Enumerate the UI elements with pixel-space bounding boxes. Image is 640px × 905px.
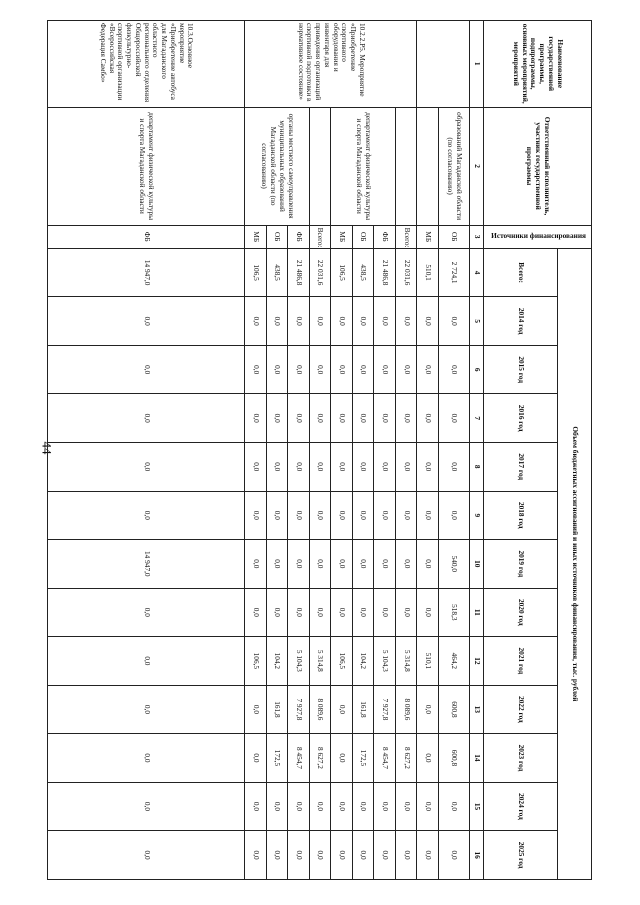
cell-value: 0,0: [374, 782, 396, 831]
cell-value: 0,0: [288, 345, 310, 394]
header-executor: Ответственный исполнитель, участник государственной программы: [484, 107, 592, 225]
cell-source: ФБ: [288, 225, 310, 248]
cell-name: 10.3.Основное мероприятие «Приобретение автобуса для Магаданского областного регионального отделения Общероссийской физкультурно-спортивной организации «Всероссийская Федерация Самбо»: [48, 21, 245, 108]
cell-value: 21 486,8: [288, 248, 310, 297]
cell-source: МБ: [417, 225, 439, 248]
cell-value: 0,0: [288, 297, 310, 346]
cell-value: 0,0: [331, 782, 353, 831]
cell-value: 0,0: [417, 540, 439, 589]
cell-value: 0,0: [395, 588, 417, 637]
cell-value: 7 927,8: [374, 685, 396, 734]
cell-value: 0,0: [352, 297, 374, 346]
cell-value: 0,0: [352, 831, 374, 880]
cell-value: 0,0: [245, 491, 267, 540]
cell-executor: органы местного самоуправления муниципальных образований Магаданской области (по согласованию): [245, 107, 310, 225]
col-number: 11: [470, 588, 484, 637]
cell-value: 0,0: [266, 491, 288, 540]
cell-value: 0,0: [48, 297, 245, 346]
col-number: 5: [470, 297, 484, 346]
financing-table: [47, 20, 592, 880]
cell-value: 8 454,7: [288, 734, 310, 783]
table-row: [288, 21, 310, 880]
cell-value: 0,0: [245, 297, 267, 346]
cell-value: 0,0: [352, 345, 374, 394]
cell-value: 0,0: [438, 297, 469, 346]
cell-value: 0,0: [266, 588, 288, 637]
cell-value: 0,0: [48, 637, 245, 686]
col-number: 14: [470, 734, 484, 783]
cell-value: 0,0: [288, 831, 310, 880]
cell-value: 0,0: [417, 297, 439, 346]
col-number: 3: [470, 225, 484, 248]
cell-value: 0,0: [48, 442, 245, 491]
cell-executor: [309, 107, 331, 225]
cell-value: 600,8: [438, 685, 469, 734]
table-row: [48, 21, 245, 880]
cell-value: 600,8: [438, 734, 469, 783]
cell-value: 0,0: [245, 685, 267, 734]
cell-value: 0,0: [48, 394, 245, 443]
col-number: 7: [470, 394, 484, 443]
cell-value: 106,5: [331, 637, 353, 686]
cell-source: ФБ: [48, 225, 245, 248]
cell-value: 0,0: [331, 491, 353, 540]
cell-value: 0,0: [266, 345, 288, 394]
cell-value: 0,0: [374, 588, 396, 637]
header-year: 2021 год: [484, 637, 558, 686]
table-row: [417, 21, 439, 880]
cell-executor: [417, 107, 439, 225]
col-number: 10: [470, 540, 484, 589]
cell-name: [417, 21, 470, 108]
cell-value: 8 627,2: [309, 734, 331, 783]
cell-value: 0,0: [331, 442, 353, 491]
cell-value: 0,0: [438, 442, 469, 491]
cell-value: 5 104,3: [288, 637, 310, 686]
col-number: 4: [470, 248, 484, 297]
header-year: 2023 год: [484, 734, 558, 783]
header-year: 2016 год: [484, 394, 558, 443]
cell-value: 0,0: [438, 782, 469, 831]
cell-value: 0,0: [417, 491, 439, 540]
cell-value: 0,0: [417, 345, 439, 394]
cell-value: 104,2: [266, 637, 288, 686]
cell-value: 5 104,3: [374, 637, 396, 686]
header-year: 2020 год: [484, 588, 558, 637]
cell-value: 0,0: [395, 394, 417, 443]
column-numbers-row: [470, 21, 484, 880]
cell-executor: департамент физической культуры и спорта Магаданской области: [331, 107, 396, 225]
header-year: 2019 год: [484, 540, 558, 589]
cell-value: 0,0: [374, 345, 396, 394]
header-year: 2015 год: [484, 345, 558, 394]
cell-value: 0,0: [309, 345, 331, 394]
cell-value: 0,0: [331, 734, 353, 783]
cell-value: 0,0: [395, 345, 417, 394]
cell-value: 0,0: [266, 297, 288, 346]
cell-executor: образований Магаданской области (по согласованию): [438, 107, 469, 225]
cell-value: 0,0: [48, 734, 245, 783]
cell-value: 464,2: [438, 637, 469, 686]
cell-value: 0,0: [309, 540, 331, 589]
cell-executor: департамент физической культуры и спорта Магаданской области: [48, 107, 245, 225]
table-row: [374, 21, 396, 880]
cell-value: 0,0: [245, 782, 267, 831]
cell-value: 161,8: [352, 685, 374, 734]
cell-value: 106,5: [245, 637, 267, 686]
col-number: 6: [470, 345, 484, 394]
table-row: [395, 21, 417, 880]
cell-source: ФБ: [374, 225, 396, 248]
cell-value: 8 627,2: [395, 734, 417, 783]
cell-value: 0,0: [245, 442, 267, 491]
header-year: 2018 год: [484, 491, 558, 540]
cell-value: 0,0: [417, 394, 439, 443]
cell-value: 0,0: [245, 394, 267, 443]
cell-value: 0,0: [266, 782, 288, 831]
cell-value: 0,0: [417, 442, 439, 491]
header-year: 2014 год: [484, 297, 558, 346]
cell-value: 0,0: [288, 782, 310, 831]
cell-value: 0,0: [245, 345, 267, 394]
col-number: 15: [470, 782, 484, 831]
cell-value: 0,0: [48, 685, 245, 734]
cell-value: 518,3: [438, 588, 469, 637]
cell-value: 0,0: [288, 540, 310, 589]
cell-value: 0,0: [266, 831, 288, 880]
cell-value: 0,0: [48, 491, 245, 540]
cell-value: 0,0: [288, 394, 310, 443]
col-number: 9: [470, 491, 484, 540]
cell-value: 14 947,0: [48, 248, 245, 297]
cell-value: 0,0: [395, 782, 417, 831]
cell-value: 0,0: [309, 394, 331, 443]
cell-value: 0,0: [266, 442, 288, 491]
cell-value: 0,0: [266, 394, 288, 443]
cell-value: 0,0: [309, 491, 331, 540]
cell-value: 0,0: [245, 588, 267, 637]
cell-value: 0,0: [417, 685, 439, 734]
cell-source: Всего:: [309, 225, 331, 248]
header-year: 2024 год: [484, 782, 558, 831]
header-total: Всего:: [484, 248, 558, 297]
cell-value: 0,0: [245, 734, 267, 783]
col-number: 1: [470, 21, 484, 108]
cell-value: 510,1: [417, 248, 439, 297]
cell-value: 0,0: [395, 297, 417, 346]
col-number: 8: [470, 442, 484, 491]
cell-value: 0,0: [438, 831, 469, 880]
cell-value: 540,0: [438, 540, 469, 589]
cell-value: 0,0: [417, 588, 439, 637]
cell-value: 0,0: [245, 540, 267, 589]
cell-value: 0,0: [395, 442, 417, 491]
cell-value: 0,0: [288, 442, 310, 491]
cell-value: 0,0: [331, 394, 353, 443]
cell-value: 8 089,6: [395, 685, 417, 734]
cell-value: 5 314,8: [309, 637, 331, 686]
cell-value: 0,0: [352, 442, 374, 491]
cell-value: 0,0: [309, 297, 331, 346]
header-year: 2022 год: [484, 685, 558, 734]
cell-value: 22 031,6: [309, 248, 331, 297]
cell-value: 0,0: [309, 782, 331, 831]
cell-value: 7 927,8: [288, 685, 310, 734]
col-number: 2: [470, 107, 484, 225]
cell-value: 0,0: [48, 782, 245, 831]
cell-value: 14 947,0: [48, 540, 245, 589]
cell-value: 0,0: [352, 491, 374, 540]
cell-value: 172,5: [352, 734, 374, 783]
cell-value: 104,2: [352, 637, 374, 686]
cell-value: 0,0: [395, 831, 417, 880]
cell-value: 0,0: [48, 345, 245, 394]
cell-value: 0,0: [245, 831, 267, 880]
col-number: 13: [470, 685, 484, 734]
cell-value: 161,8: [266, 685, 288, 734]
cell-name: 10.2.2.Р5. Мероприятие «Приобретение спортивного оборудования и инвентаря для приведения организаций спортивной подготовки в нормативное состояние»: [245, 21, 417, 108]
header-year: 2017 год: [484, 442, 558, 491]
cell-value: 0,0: [288, 588, 310, 637]
cell-value: 0,0: [331, 345, 353, 394]
cell-value: 0,0: [438, 394, 469, 443]
cell-value: 172,5: [266, 734, 288, 783]
cell-value: 5 314,8: [395, 637, 417, 686]
col-number: 16: [470, 831, 484, 880]
cell-value: 0,0: [266, 540, 288, 589]
cell-value: 21 486,8: [374, 248, 396, 297]
cell-source: ОБ: [438, 225, 469, 248]
cell-value: 2 724,1: [438, 248, 469, 297]
cell-value: 0,0: [374, 297, 396, 346]
cell-value: 0,0: [288, 491, 310, 540]
cell-value: 0,0: [352, 782, 374, 831]
cell-value: 0,0: [309, 588, 331, 637]
cell-value: 8 089,6: [309, 685, 331, 734]
cell-value: 0,0: [48, 588, 245, 637]
cell-value: 0,0: [309, 831, 331, 880]
cell-value: 0,0: [438, 491, 469, 540]
cell-value: 438,5: [266, 248, 288, 297]
cell-value: 0,0: [352, 394, 374, 443]
cell-value: 0,0: [309, 442, 331, 491]
cell-value: 0,0: [331, 588, 353, 637]
cell-value: 0,0: [417, 734, 439, 783]
cell-value: 0,0: [374, 442, 396, 491]
header-source: Источники финансирования: [484, 225, 592, 248]
cell-source: Всего:: [395, 225, 417, 248]
cell-value: 22 031,6: [395, 248, 417, 297]
cell-value: 0,0: [438, 345, 469, 394]
page-number: 44: [39, 441, 55, 455]
cell-value: 0,0: [417, 782, 439, 831]
cell-source: МБ: [331, 225, 353, 248]
cell-value: 0,0: [352, 588, 374, 637]
cell-source: МБ: [245, 225, 267, 248]
table-row: [438, 21, 469, 880]
cell-value: 0,0: [374, 491, 396, 540]
cell-value: 0,0: [395, 491, 417, 540]
cell-value: 106,5: [331, 248, 353, 297]
header-volume: Объем бюджетных ассигнований и иных источников финансирования, тыс. рублей: [558, 248, 592, 879]
cell-source: ОБ: [266, 225, 288, 248]
col-number: 12: [470, 637, 484, 686]
cell-value: 0,0: [331, 540, 353, 589]
cell-value: 510,1: [417, 637, 439, 686]
cell-value: 0,0: [395, 540, 417, 589]
rotated-table-container: [47, 20, 592, 880]
cell-source: ОБ: [352, 225, 374, 248]
header-year: 2025 год: [484, 831, 558, 880]
cell-value: 106,5: [245, 248, 267, 297]
cell-value: 8 454,7: [374, 734, 396, 783]
cell-value: 0,0: [417, 831, 439, 880]
cell-executor: [395, 107, 417, 225]
cell-value: 0,0: [331, 831, 353, 880]
cell-value: 0,0: [374, 394, 396, 443]
cell-value: 0,0: [48, 831, 245, 880]
cell-value: 0,0: [374, 831, 396, 880]
cell-value: 438,5: [352, 248, 374, 297]
cell-value: 0,0: [331, 297, 353, 346]
cell-value: 0,0: [352, 540, 374, 589]
cell-value: 0,0: [374, 540, 396, 589]
header-name: Наименование государственной программы, подпрограммы, основных мероприятий, мероприятий: [484, 21, 592, 108]
table-row: [309, 21, 331, 880]
cell-value: 0,0: [331, 685, 353, 734]
